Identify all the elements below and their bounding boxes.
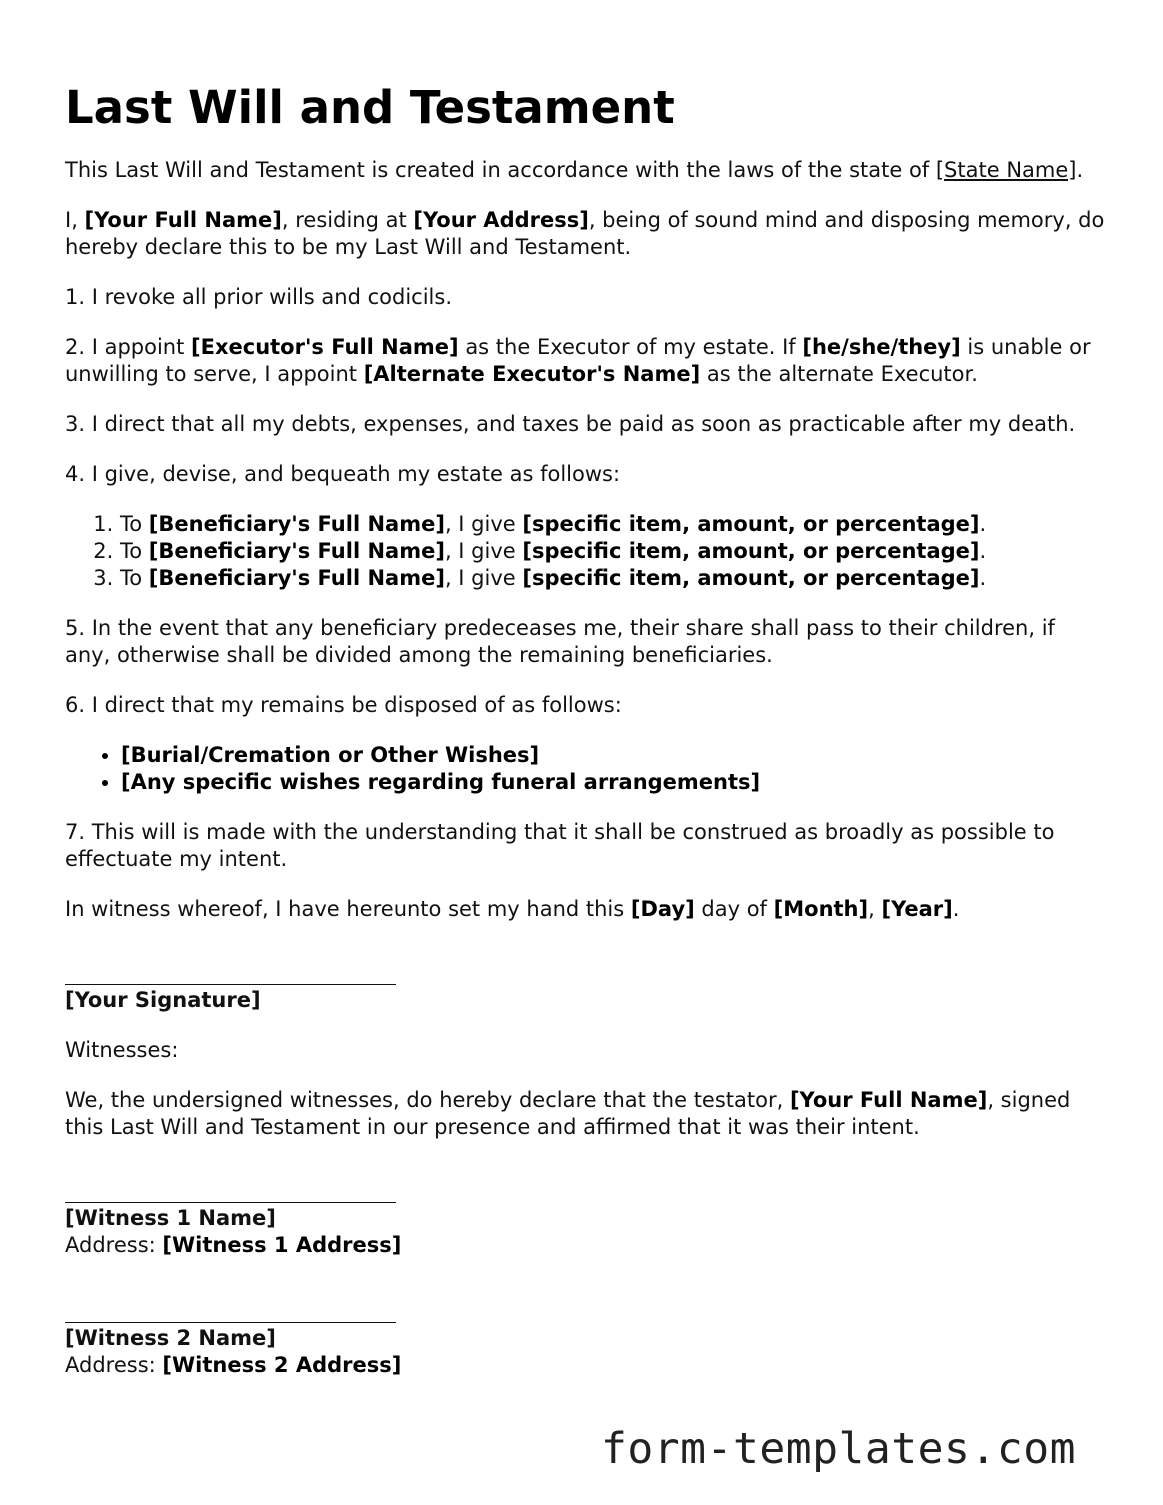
testator-signature-block bbox=[65, 961, 1105, 1014]
clause-5: 5. In the event that any beneficiary predeceases me, their share shall pass to their children, if any, otherwise shall be divided among the remaining beneficiaries. bbox=[65, 616, 1055, 667]
declaration-text-2: , residing at bbox=[281, 208, 414, 232]
executor-placeholder: [Executor's Full Name] bbox=[191, 335, 459, 359]
intro-text: This Last Will and Testament is created in accordance with the laws of the state of bbox=[65, 158, 936, 182]
will-document bbox=[65, 80, 1105, 1379]
bequest-to: To bbox=[120, 566, 149, 590]
whereof-text-2: day of bbox=[694, 897, 774, 921]
clause-2-text-3: is unable or unwilling to serve, I appoint bbox=[65, 335, 1091, 386]
witness-1-block bbox=[65, 1179, 1105, 1259]
item-placeholder: [specific item, amount, or percentage] bbox=[522, 512, 980, 536]
bequest-give: , I give bbox=[444, 566, 523, 590]
testator-name-placeholder: [Your Full Name] bbox=[789, 1088, 988, 1112]
witness-1-signature-line[interactable] bbox=[65, 1179, 396, 1203]
whereof-text-4: . bbox=[952, 897, 960, 921]
bequest-give: , I give bbox=[444, 539, 523, 563]
year-placeholder: [Year] bbox=[881, 897, 953, 921]
witness-1-address: [Witness 1 Address] bbox=[162, 1233, 402, 1257]
witness-2-signature-line[interactable] bbox=[65, 1299, 396, 1323]
beneficiary-placeholder: [Beneficiary's Full Name] bbox=[148, 512, 445, 536]
beneficiary-placeholder: [Beneficiary's Full Name] bbox=[148, 566, 445, 590]
clause-3: 3. I direct that all my debts, expenses, and taxes be paid as soon as practicable after my death. bbox=[65, 412, 1076, 436]
witness-statement-text-2: , signed this Last Will and Testament in our presence and affirmed that it was their intent. bbox=[65, 1088, 1071, 1139]
clause-2-text-4: as the alternate Executor. bbox=[700, 362, 978, 386]
bequest-item bbox=[120, 511, 1105, 538]
watermark: form-templates.com bbox=[601, 1424, 1076, 1474]
clause-1: 1. I revoke all prior wills and codicils. bbox=[65, 285, 452, 309]
full-name-placeholder: [Your Full Name] bbox=[84, 208, 282, 232]
declaration-text-1: I, bbox=[65, 208, 85, 232]
declaration-text-3: , being of sound mind and disposing memory, do hereby declare this to be my Last Will and Testament. bbox=[65, 208, 1105, 259]
signature-line[interactable] bbox=[65, 961, 396, 985]
declaration-paragraph bbox=[65, 207, 1105, 261]
item-placeholder: [specific item, amount, or percentage] bbox=[522, 566, 980, 590]
pronoun-placeholder: [he/she/they] bbox=[802, 335, 961, 359]
witness-2-address: [Witness 2 Address] bbox=[162, 1353, 402, 1377]
bequest-give: , I give bbox=[444, 512, 523, 536]
witness-1-address-label: Address: bbox=[65, 1233, 163, 1257]
alternate-executor-placeholder: [Alternate Executor's Name] bbox=[363, 362, 701, 386]
month-placeholder: [Month] bbox=[773, 897, 869, 921]
bequest-item bbox=[120, 565, 1105, 592]
witness-statement bbox=[65, 1087, 1105, 1141]
witness-2-name: [Witness 2 Name] bbox=[65, 1326, 276, 1350]
signature-label: [Your Signature] bbox=[65, 988, 261, 1012]
clause-4: 4. I give, devise, and bequeath my estate as follows: bbox=[65, 462, 621, 486]
intro-end: . bbox=[1076, 158, 1084, 182]
bequest-item bbox=[120, 538, 1105, 565]
bequest-list bbox=[65, 511, 1105, 592]
witness-2-block bbox=[65, 1299, 1105, 1379]
whereof-text-3: , bbox=[868, 897, 882, 921]
clause-2-text-1: 2. I appoint bbox=[65, 335, 192, 359]
wish-item: • [Burial/Cremation or Other Wishes] bbox=[121, 742, 1105, 769]
day-placeholder: [Day] bbox=[630, 897, 695, 921]
witness-2-address-line bbox=[65, 1353, 401, 1377]
witness-statement-text-1: We, the undersigned witnesses, do hereby declare that the testator, bbox=[65, 1088, 790, 1112]
wish-item: • [Any specific wishes regarding funeral arrangements] bbox=[121, 769, 1105, 796]
document-title: Last Will and Testament bbox=[65, 81, 675, 134]
clause-6: 6. I direct that my remains be disposed of as follows: bbox=[65, 693, 622, 717]
state-name-placeholder: [State Name] bbox=[935, 158, 1077, 182]
remains-wishes-list bbox=[65, 742, 1105, 796]
address-placeholder: [Your Address] bbox=[413, 208, 589, 232]
witness-1-address-line bbox=[65, 1233, 401, 1257]
witness-2-address-label: Address: bbox=[65, 1353, 163, 1377]
witness-1-name: [Witness 1 Name] bbox=[65, 1206, 276, 1230]
bequest-end: . bbox=[979, 539, 987, 563]
bequest-end: . bbox=[979, 512, 987, 536]
clause-7: 7. This will is made with the understanding that it shall be construed as broadly as possible to effectuate my intent. bbox=[65, 820, 1055, 871]
beneficiary-placeholder: [Beneficiary's Full Name] bbox=[148, 539, 445, 563]
bequest-to: To bbox=[120, 512, 149, 536]
intro-paragraph bbox=[65, 157, 1105, 184]
item-placeholder: [specific item, amount, or percentage] bbox=[522, 539, 980, 563]
clause-2 bbox=[65, 334, 1105, 388]
witnesses-heading: Witnesses: bbox=[65, 1038, 179, 1062]
bequest-to: To bbox=[120, 539, 149, 563]
whereof-text-1: In witness whereof, I have hereunto set my hand this bbox=[65, 897, 631, 921]
clause-2-text-2: as the Executor of my estate. If bbox=[458, 335, 803, 359]
bequest-end: . bbox=[979, 566, 987, 590]
witness-whereof-paragraph bbox=[65, 896, 1105, 923]
